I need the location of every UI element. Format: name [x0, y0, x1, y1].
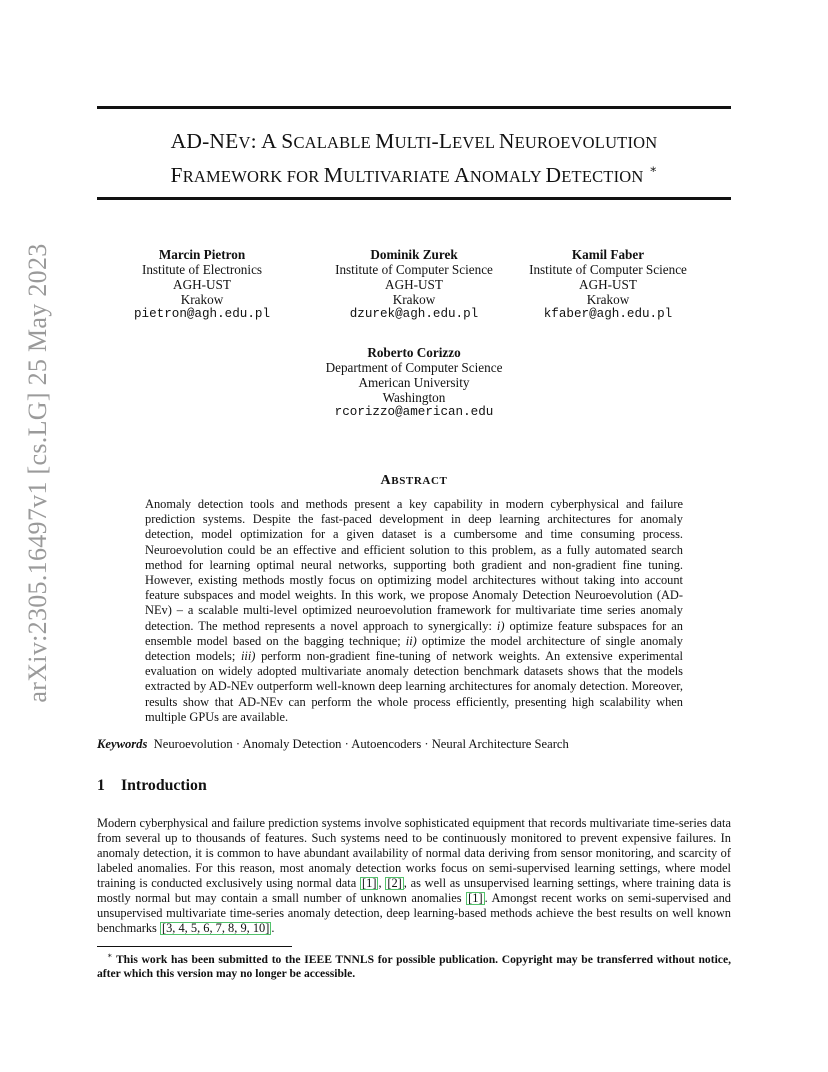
author-email[interactable]: dzurek@agh.edu.pl — [349, 307, 479, 321]
title-line-1: AD-NEV: A SCALABLE MULTI-LEVEL NEUROEVOLUTION — [170, 129, 658, 153]
author-name: Kamil Faber — [571, 247, 645, 262]
enum-marker: i) — [496, 618, 505, 633]
arxiv-identifier: arXiv:2305.16497v1 [cs.LG] 25 May 2023 — [23, 243, 52, 703]
author-block — [518, 247, 698, 322]
author-affiliation: Institute of Computer Science — [529, 262, 687, 277]
author-email[interactable]: pietron@agh.edu.pl — [133, 307, 271, 321]
author-name: Roberto Corizzo — [367, 345, 461, 360]
title-footnote-mark[interactable]: ∗ — [649, 162, 658, 176]
author-affiliation: Department of Computer Science — [325, 360, 503, 375]
enum-marker: ii) — [405, 633, 417, 648]
author-email[interactable]: kfaber@agh.edu.pl — [543, 307, 673, 321]
title-line-2: FRAMEWORK FOR MULTIVARIATE ANOMALY DETECTION ∗ — [170, 162, 658, 187]
abstract-heading: ABSTRACT — [380, 473, 448, 488]
author-block — [304, 247, 524, 322]
section-paragraph: Modern cyberphysical and failure prediction systems involve sophisticated equipment that records multivariate time-series data from several up to thousands of features. Such systems need to be continuously monitored to prevent expensive failures. In anomaly detection, it is common to have abundant availability of normal data deriving from sensor monitoring, and scarcity of labeled anomalies. For this reason, most anomaly detection works focus on semi-supervised learning settings, where model training is conducted exclusively using normal data [1] , [2] , as well as unsupervised learning settings, where training data is mostly normal but may contain a small number of unknown anomalies [1] . Amongst recent works on semi-supervised and unsupervised multivariate time-series anomaly detection, deep learning-based methods achieve the best results on well known benchmarks [3, 4, 5, 6, 7, 8, 9, 10] . — [97, 816, 732, 935]
author-name: Marcin Pietron — [158, 247, 246, 262]
author-city: Krakow — [392, 292, 436, 307]
footnote-rule — [97, 946, 292, 947]
enum-marker: iii) — [240, 649, 256, 664]
author-institution: AGH-UST — [385, 277, 443, 292]
citation-link[interactable]: [3, 4, 5, 6, 7, 8, 9, 10] — [161, 921, 270, 935]
author-city: Krakow — [586, 292, 630, 307]
footnote — [97, 949, 731, 981]
citation-link[interactable]: [2] — [387, 876, 402, 890]
section-title: Introduction — [121, 777, 207, 794]
keywords — [97, 737, 731, 752]
citation-link[interactable]: [1] — [468, 891, 483, 905]
keywords-list: Neuroevolution · Anomaly Detection · Autoencoders · Neural Architecture Search — [153, 737, 569, 751]
author-institution: AGH-UST — [579, 277, 637, 292]
author-city: Krakow — [180, 292, 224, 307]
title-rule-top — [97, 106, 731, 109]
footnote-mark: ∗ — [107, 951, 113, 960]
author-affiliation: Institute of Computer Science — [335, 262, 493, 277]
author-name: Dominik Zurek — [370, 247, 458, 262]
citation-link[interactable]: [1] — [362, 876, 377, 890]
paper-title — [97, 128, 731, 190]
section-heading — [97, 777, 207, 795]
author-block — [117, 247, 287, 322]
author-institution: American University — [358, 375, 470, 390]
section-number: 1 — [97, 777, 105, 794]
abstract-text: Anomaly detection tools and methods present a key capability in modern cyberphysical and failure prediction systems. Despite the fast-paced development in deep learning architectures for anomaly detection, model optimization for a given dataset is a cumbersome and time consuming process. Neuroevolution could be an effective and efficient solution to this problem, as a fully automated search method for learning optimal neural networks, supporting both gradient and non-gradient fine tuning. However, existing methods mostly focus on optimizing model architectures without taking into account feature subspaces and model weights. In this work, we propose Anomaly Detection Neuroevolution (AD-NEv) – a scalable multi-level optimized neuroevolution framework for multivariate time series anomaly detection. The method represents a novel approach to synergically: i) optimize feature subspaces for an ensemble model based on the bagging technique; ii) optimize the model architecture of single anomaly detection models; iii) perform non-gradient fine-tuning of network weights. An extensive experimental evaluation on widely adopted multivariate anomaly detection benchmark datasets shows that the models extracted by AD-NEv outperform well-known deep learning architectures for anomaly detection. Moreover, results show that AD-NEv can perform the whole process efficiently, presenting high scalability when multiple GPUs are available. — [145, 497, 683, 724]
author-block — [294, 345, 534, 420]
author-institution: AGH-UST — [173, 277, 231, 292]
author-city: Washington — [382, 390, 446, 405]
author-email[interactable]: rcorizzo@american.edu — [334, 405, 494, 419]
keywords-label: Keywords — [97, 737, 148, 751]
author-affiliation: Institute of Electronics — [141, 262, 263, 277]
footnote-text: This work has been submitted to the IEEE TNNLS for possible publication. Copyright may be transferred without notice, after which this version may no longer be accessible. — [97, 952, 731, 980]
title-rule-bottom — [97, 197, 731, 200]
